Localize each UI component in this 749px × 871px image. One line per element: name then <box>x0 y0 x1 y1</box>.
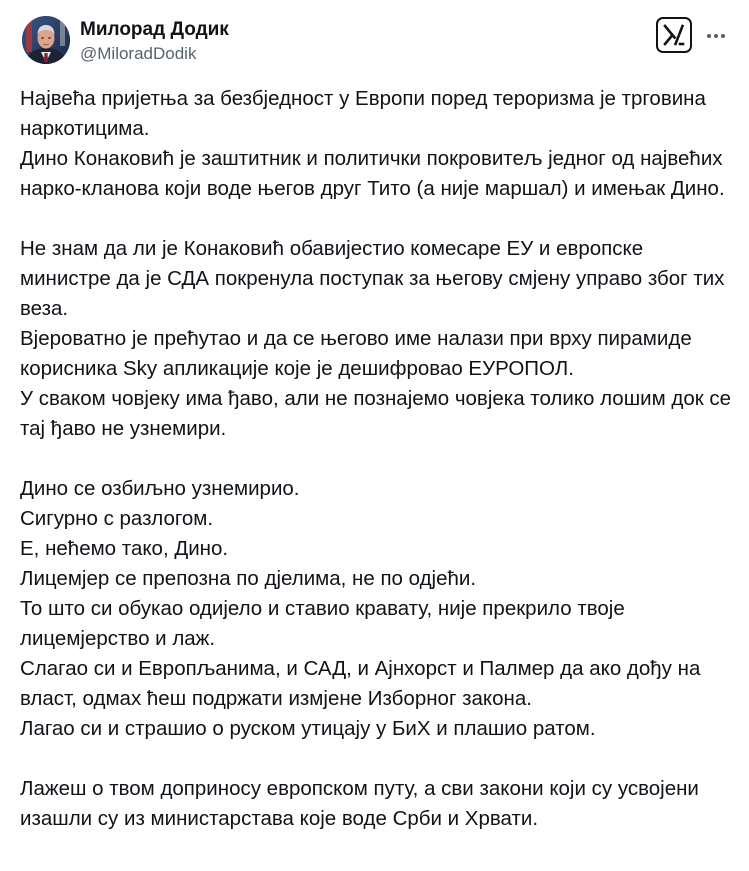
grok-button[interactable] <box>656 17 692 53</box>
post-line: Највећа пријетња за безбједност у Европи поред тероризма је трговина наркотицима. <box>20 87 712 140</box>
author-info <box>80 18 229 65</box>
post-line: Лицемјер се препозна по дјелима, не по одјећи. <box>20 567 477 590</box>
post-text <box>20 84 737 864</box>
more-options-button[interactable] <box>704 26 728 46</box>
post-paragraph <box>20 774 732 834</box>
more-dots-icon <box>706 33 726 39</box>
post-line: То што си обукао одијело и ставио кравату, није прекрило твоје лицемјерство и лаж. <box>20 597 631 650</box>
post-line: Слагао си и Европљанима, и САД, и Ајнхорст и Палмер да ако дођу на власт, одмах ћеш подржати измјене Изборног закона. <box>20 657 707 710</box>
avatar[interactable] <box>22 16 70 64</box>
author-handle[interactable]: @MiloradDodik <box>80 44 197 63</box>
post-line: Е, нећемо тако, Дино. <box>20 537 229 560</box>
post-paragraph <box>20 234 737 444</box>
post-line: Дино се озбиљно узнемирио. <box>20 477 300 500</box>
post-line: Дино Конаковић је заштитник и политички покровитељ једног од највећих нарко-кланова који воде његов друг Тито (а није маршал) и имењак Дино. <box>20 147 729 200</box>
post-line: Не знам да ли је Конаковић обавијестио комесаре ЕУ и европске министре да је СДА покренула поступак за његову смјену управо због тих веза. <box>20 237 731 320</box>
post-header <box>20 14 729 70</box>
post-line: У сваком човјеку има ђаво, али не познајемо човјека толико лошим док се тај ђаво не узнемири. <box>20 387 737 440</box>
post-paragraph <box>20 84 732 204</box>
post-line: Лагао си и страшио о руском утицају у БиХ и плашио ратом. <box>20 717 596 740</box>
post-line: Лажеш о твом доприносу европском путу, а сви закони који су усвојени изашли су из министарстава које воде Срби и Хрвати. <box>20 777 705 830</box>
post-line: Сигурно с разлогом. <box>20 507 214 530</box>
author-display-name[interactable]: Милорад Додик <box>80 19 229 40</box>
grok-icon <box>662 23 686 47</box>
post-paragraph <box>20 474 732 744</box>
avatar-photo <box>22 16 70 64</box>
post-line: Вјероватно је прећутао и да се његово име налази при врху пирамиде корисника Sky апликације које је дешифровао ЕУРОПОЛ. <box>20 327 698 380</box>
